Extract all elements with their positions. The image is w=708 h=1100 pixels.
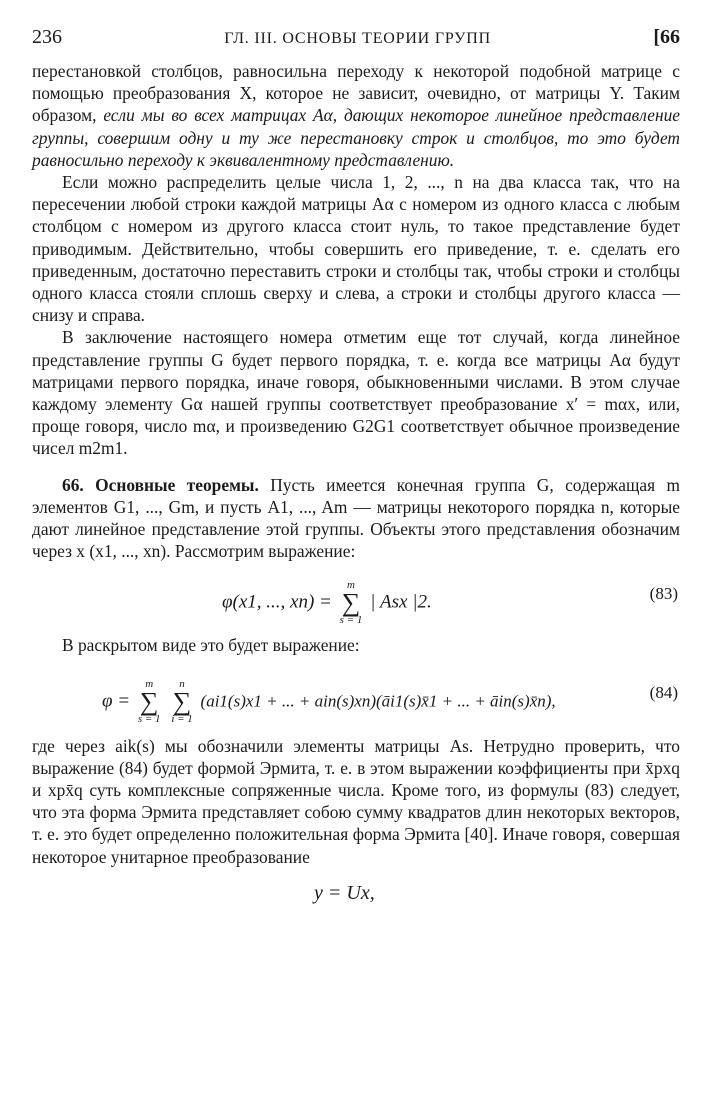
paragraph-3: В заключение настоящего номера отметим еще тот случай, когда линейное представление группы G будет первого порядка, т. е. когда все матрицы Aα будут матрицами первого порядка, иначе говоря, обыкновенными числами. В этом случае каждому элементу Gα нашей группы соответствует преобразование x′ = mαx, или, проще говоря, число mα, и произведению G2G1 соответствует обычное произведение чисел m2m1. (32, 327, 680, 459)
chapter-title: ГЛ. III. ОСНОВЫ ТЕОРИИ ГРУПП (224, 30, 492, 47)
page-number: 236 (32, 26, 62, 48)
formula-unitary (32, 868, 680, 916)
section-marker: [66 (653, 26, 680, 48)
formula-83-rhs: | Asx |2. (370, 591, 432, 613)
sum-i-lower-limit: i = 1 (171, 712, 193, 725)
sum-s-lower-limit: s = 1 (137, 712, 161, 725)
formula-83-lhs: φ(x1, ..., xn) = (222, 591, 332, 613)
running-header (32, 26, 680, 60)
paragraph-5: В раскрытом виде это будет выражение: (62, 635, 360, 656)
formula-84-lhs: φ = (102, 690, 131, 712)
sum-i-upper-limit: n (179, 677, 185, 690)
sigma-symbol: ∑ (139, 686, 159, 716)
equation-number-83: (83) (649, 584, 678, 604)
paragraph-1-text: перестановкой столбцов, равносильна переходу к некоторой подобной матрице с помощью преобразования X, которое не зависит, очевидно, от матрицы Y. Таким образом, (32, 61, 680, 126)
book-page (32, 26, 680, 916)
paragraph-1 (32, 60, 680, 171)
paragraph-4-text: Пусть имеется конечная группа G, содержащая m элементов G1, ..., Gm, и пусть A1, ..., Am — матрицы некоторого порядка n, которые дают линейное представление этой группы. Объекты этого представления обозначим через x (x1, ..., xn). Рассмотрим выражение: (32, 474, 680, 562)
sigma-symbol: ∑ (172, 686, 192, 716)
equation-number-84: (84) (649, 682, 678, 702)
paragraph-2: Если можно распределить целые числа 1, 2, ..., n на два класса так, что на пересечении любой строки каждой матрицы Aα с номером из одного класса с любым столбцом с номером из другого класса стоит нуль, то такое представление будет приводимым. Действительно, чтобы совершить его приведение, т. е. сделать его приведенным, достаточно переставить строки и столбцы так, чтобы строки и столбцы одного класса стояли сплошь сверху и слева, а строки и столбцы другого класса — снизу и справа. (32, 172, 680, 326)
sigma-symbol: ∑ (341, 588, 361, 618)
paragraph-6: где через aik(s) мы обозначили элементы матрицы As. Нетрудно проверить, что выражение (84) будет формой Эрмита, т. е. в этом выражении коэффициенты при x̄pxq и xpx̄q суть комплексные сопряженные числа. Кроме того, из формулы (83) следует, что эта форма Эрмита представляет собою сумму квадратов длин некоторых векторов, т. е. это будет определенно положительная форма Эрмита [40]. Иначе говоря, совершая некоторое унитарное преобразование (32, 735, 680, 867)
sum-operator-s (138, 679, 161, 725)
formula-unitary-text: y = Ux, (314, 881, 375, 904)
sum-lower-limit: s = 1 (339, 614, 363, 627)
paragraph-1-emphasis: если мы во всех матрицах Aα, дающих некоторое линейное представление группы, совершим одну и ту же перестановку строк и столбцов, то это будет равносильно переходу к эквивалентному представлению. (32, 105, 680, 170)
paragraph-4 (32, 474, 680, 563)
sum-operator-i (171, 679, 192, 725)
sum-operator (340, 580, 363, 626)
sum-s-upper-limit: m (145, 677, 154, 690)
formula-84-rhs: (ai1(s)x1 + ... + ain(s)xn)(āi1(s)x̄1 + ... + āin(s)x̄n), (200, 691, 556, 711)
formula-83 (32, 562, 680, 627)
section-heading: 66. Основные теоремы. (62, 474, 259, 495)
section-gap (32, 460, 680, 474)
sum-upper-limit: m (346, 579, 355, 592)
formula-84 (32, 657, 680, 729)
